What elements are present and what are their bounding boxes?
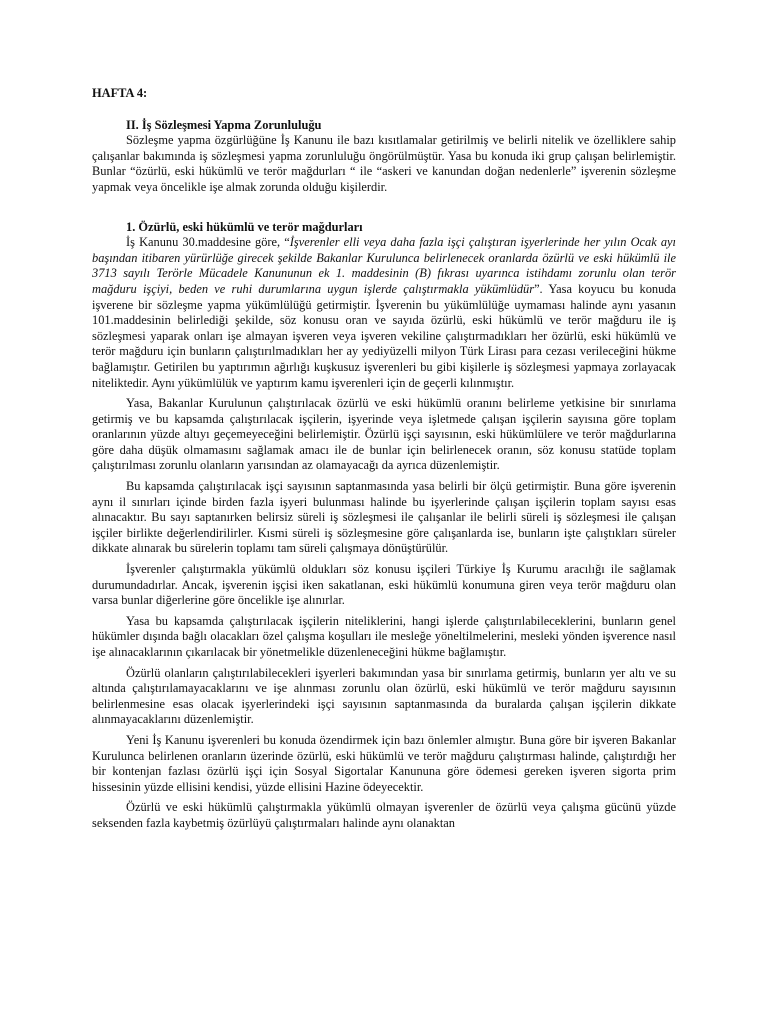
article-rest-text: ”. Yasa koyucu bu konuda işverene bir sözleşme yapma yükümlülüğü getirmiştir. İşverenin bu yükümlülüğe uymaması halinde aynı yasanın 101.maddesinin belirlediği şekilde, söz konusu oran ve sayıda özürlü, eski hükümlü ve terör mağduru ile iş sözleşmesi yaparak onları işe almayan işveren veya işveren vekiline çalıştırmadıkları her özürlü, eski hükümlü ve terör mağduru için bunların çalıştırılmadıkları her ay yediyüzelli milyon Türk Lirası para cezası verileceğini hükme bağlamıştır. Getirilen bu yaptırımın ağırlığı kuşkusuz işverenleri bu gibi kişilerle iş sözleşmesi yapmaya zorlayacak niteliktedir. Aynı yükümlülük ve yaptırım kamu işverenleri için de geçerli kılınmıştır. [92, 281, 676, 390]
intro-paragraph: Sözleşme yapma özgürlüğüne İş Kanunu ile bazı kısıtlamalar getirilmiş ve belirli nitelik ve özelliklere sahip çalışanlar bakımında iş sözleşmesi yapma zorunluluğu öngörülmüştür. Yasa bu konuda iki grup çalışan belirlemiştir. Bunlar “özürlü, eski hükümlü ve terör mağdurları “ ile “askeri ve kanundan doğan nedenlerle” işverenin sözleşme yapmak veya öncelikle işe almak zorunda olduğu kişilerdir. [92, 133, 676, 194]
paragraph-article-30 [92, 235, 676, 391]
paragraph: Özürlü ve eski hükümlü çalıştırmakla yükümlü olmayan işverenler de özürlü veya çalışma gücünü yüzde seksenden fazla kaybetmiş özürlüyü çalıştırmaları halinde aynı olanaktan [92, 800, 676, 830]
paragraph: Bu kapsamda çalıştırılacak işçi sayısının saptanmasında yasa belirli bir ölçü getirmiştir. Buna göre işverenin aynı il sınırları içinde birden fazla işyeri bulunması halinde bu işyerlerinde çalışan işçilerin toplam sayısı esas alınacaktır. Bu sayı saptanırken belirsiz süreli iş sözleşmesi ile çalışanlar ile belirli süreli iş sözleşmesi ile çalışan işçiler birlikte değerlendirilirler. Kısmi süreli iş sözleşmesine göre çalışanlarda ise, bunların işte çalıştıkları süreler dikkate alınarak bu sürelerin toplamı tam süreli çalışmaya dönüştürülür. [92, 479, 676, 556]
paragraph: İşverenler çalıştırmakla yükümlü oldukları söz konusu işçileri Türkiye İş Kurumu aracılığı ile sağlamak durumundadırlar. Ancak, işverenin işçisi iken sakatlanan, eski hükümlü konumuna giren veya terör mağduru olan varsa bunlar diğerlerine göre öncelikle işe alınırlar. [92, 562, 676, 608]
article-lead-text: İş Kanunu 30.maddesine göre, “ [126, 235, 290, 250]
week-heading: HAFTA 4: [92, 86, 148, 100]
section-title: II. İş Sözleşmesi Yapma Zorunluluğu [126, 117, 322, 132]
article-quote-text: İşverenler elli veya daha fazla işçi çalıştıran işyerlerinde her yılın Ocak ayı başından itibaren yürürlüğe girecek şekilde Bakanlar Kurulunca belirlenecek oranlarda özürlü ve eski hükümlü ile 3713 sayılı Terörle Mücadele Kanununun ek 1. maddesinin (B) fıkrası uyarınca istihdamı zorunlu olan terör mağduru işçiyi, beden ve ruhi durumlarına uygun işlerde çalıştırmakla yükümlüdür [92, 235, 676, 296]
document-page [92, 86, 676, 837]
paragraph: Yasa, Bakanlar Kurulunun çalıştırılacak özürlü ve eski hükümlü oranını belirleme yetkisine bir sınırlama getirmiş ve bu kapsamda çalıştırılacak işçilerin, işyerinde veya işletmede çalışan işçilerin sayısına göre toplam oranlarının yüzde altıyı geçemeyeceğini belirlemiştir. Özürlü işçi sayısının, eski hükümlülere ve terör mağdurlarına göre daha düşük olmamasını sağlamak amacı ile de bunlar için belirlenecek oranın, söz konusu statüde toplam çalıştırılması zorunlu olanların yarısından az olamayacağı da ayrıca düzenlemiştir. [92, 396, 676, 473]
paragraph: Yasa bu kapsamda çalıştırılacak işçilerin niteliklerini, hangi işlerde çalıştırılabileceklerini, bunların genel hükümler dışında bağlı olacakları özel çalışma koşulları ile mesleğe yöneltilmelerini, mesleki yönden işverence nasıl işe alınacaklarının çıkarılacak bir yönetmelikle düzenleneceğini hükme bağlamıştır. [92, 613, 676, 659]
paragraph: Yeni İş Kanunu işverenleri bu konuda özendirmek için bazı önlemler almıştır. Buna göre bir işveren Bakanlar Kurulunca belirlenen oranların üzerinde özürlü, eski hükümlü ve terör mağduru çalıştırması halinde, çalıştırdığı her bir kontenjan fazlası özürlü işçi için Sosyal Sigortalar Kanununa göre ödemesi gereken işveren sigorta prim hissesinin yüzde ellisini kendisi, yüzde ellisini Hazine ödeyecektir. [92, 732, 676, 794]
paragraph: Özürlü olanların çalıştırılabilecekleri işyerleri bakımından yasa bir sınırlama getirmiş, bunların yer altı ve su altında çalıştırılamayacaklarını ve işe alınması zorunlu olan özürlü, eski hükümlü ve terör mağduru sayısının belirlenmesine esas olacak işyerlerindeki işçi sayısının saptanmasında da buralarda çalışan işçilerin dikkate alınmayacaklarını düzenlemiştir. [92, 665, 676, 727]
subsection-title: 1. Özürlü, eski hükümlü ve terör mağdurları [126, 219, 363, 234]
